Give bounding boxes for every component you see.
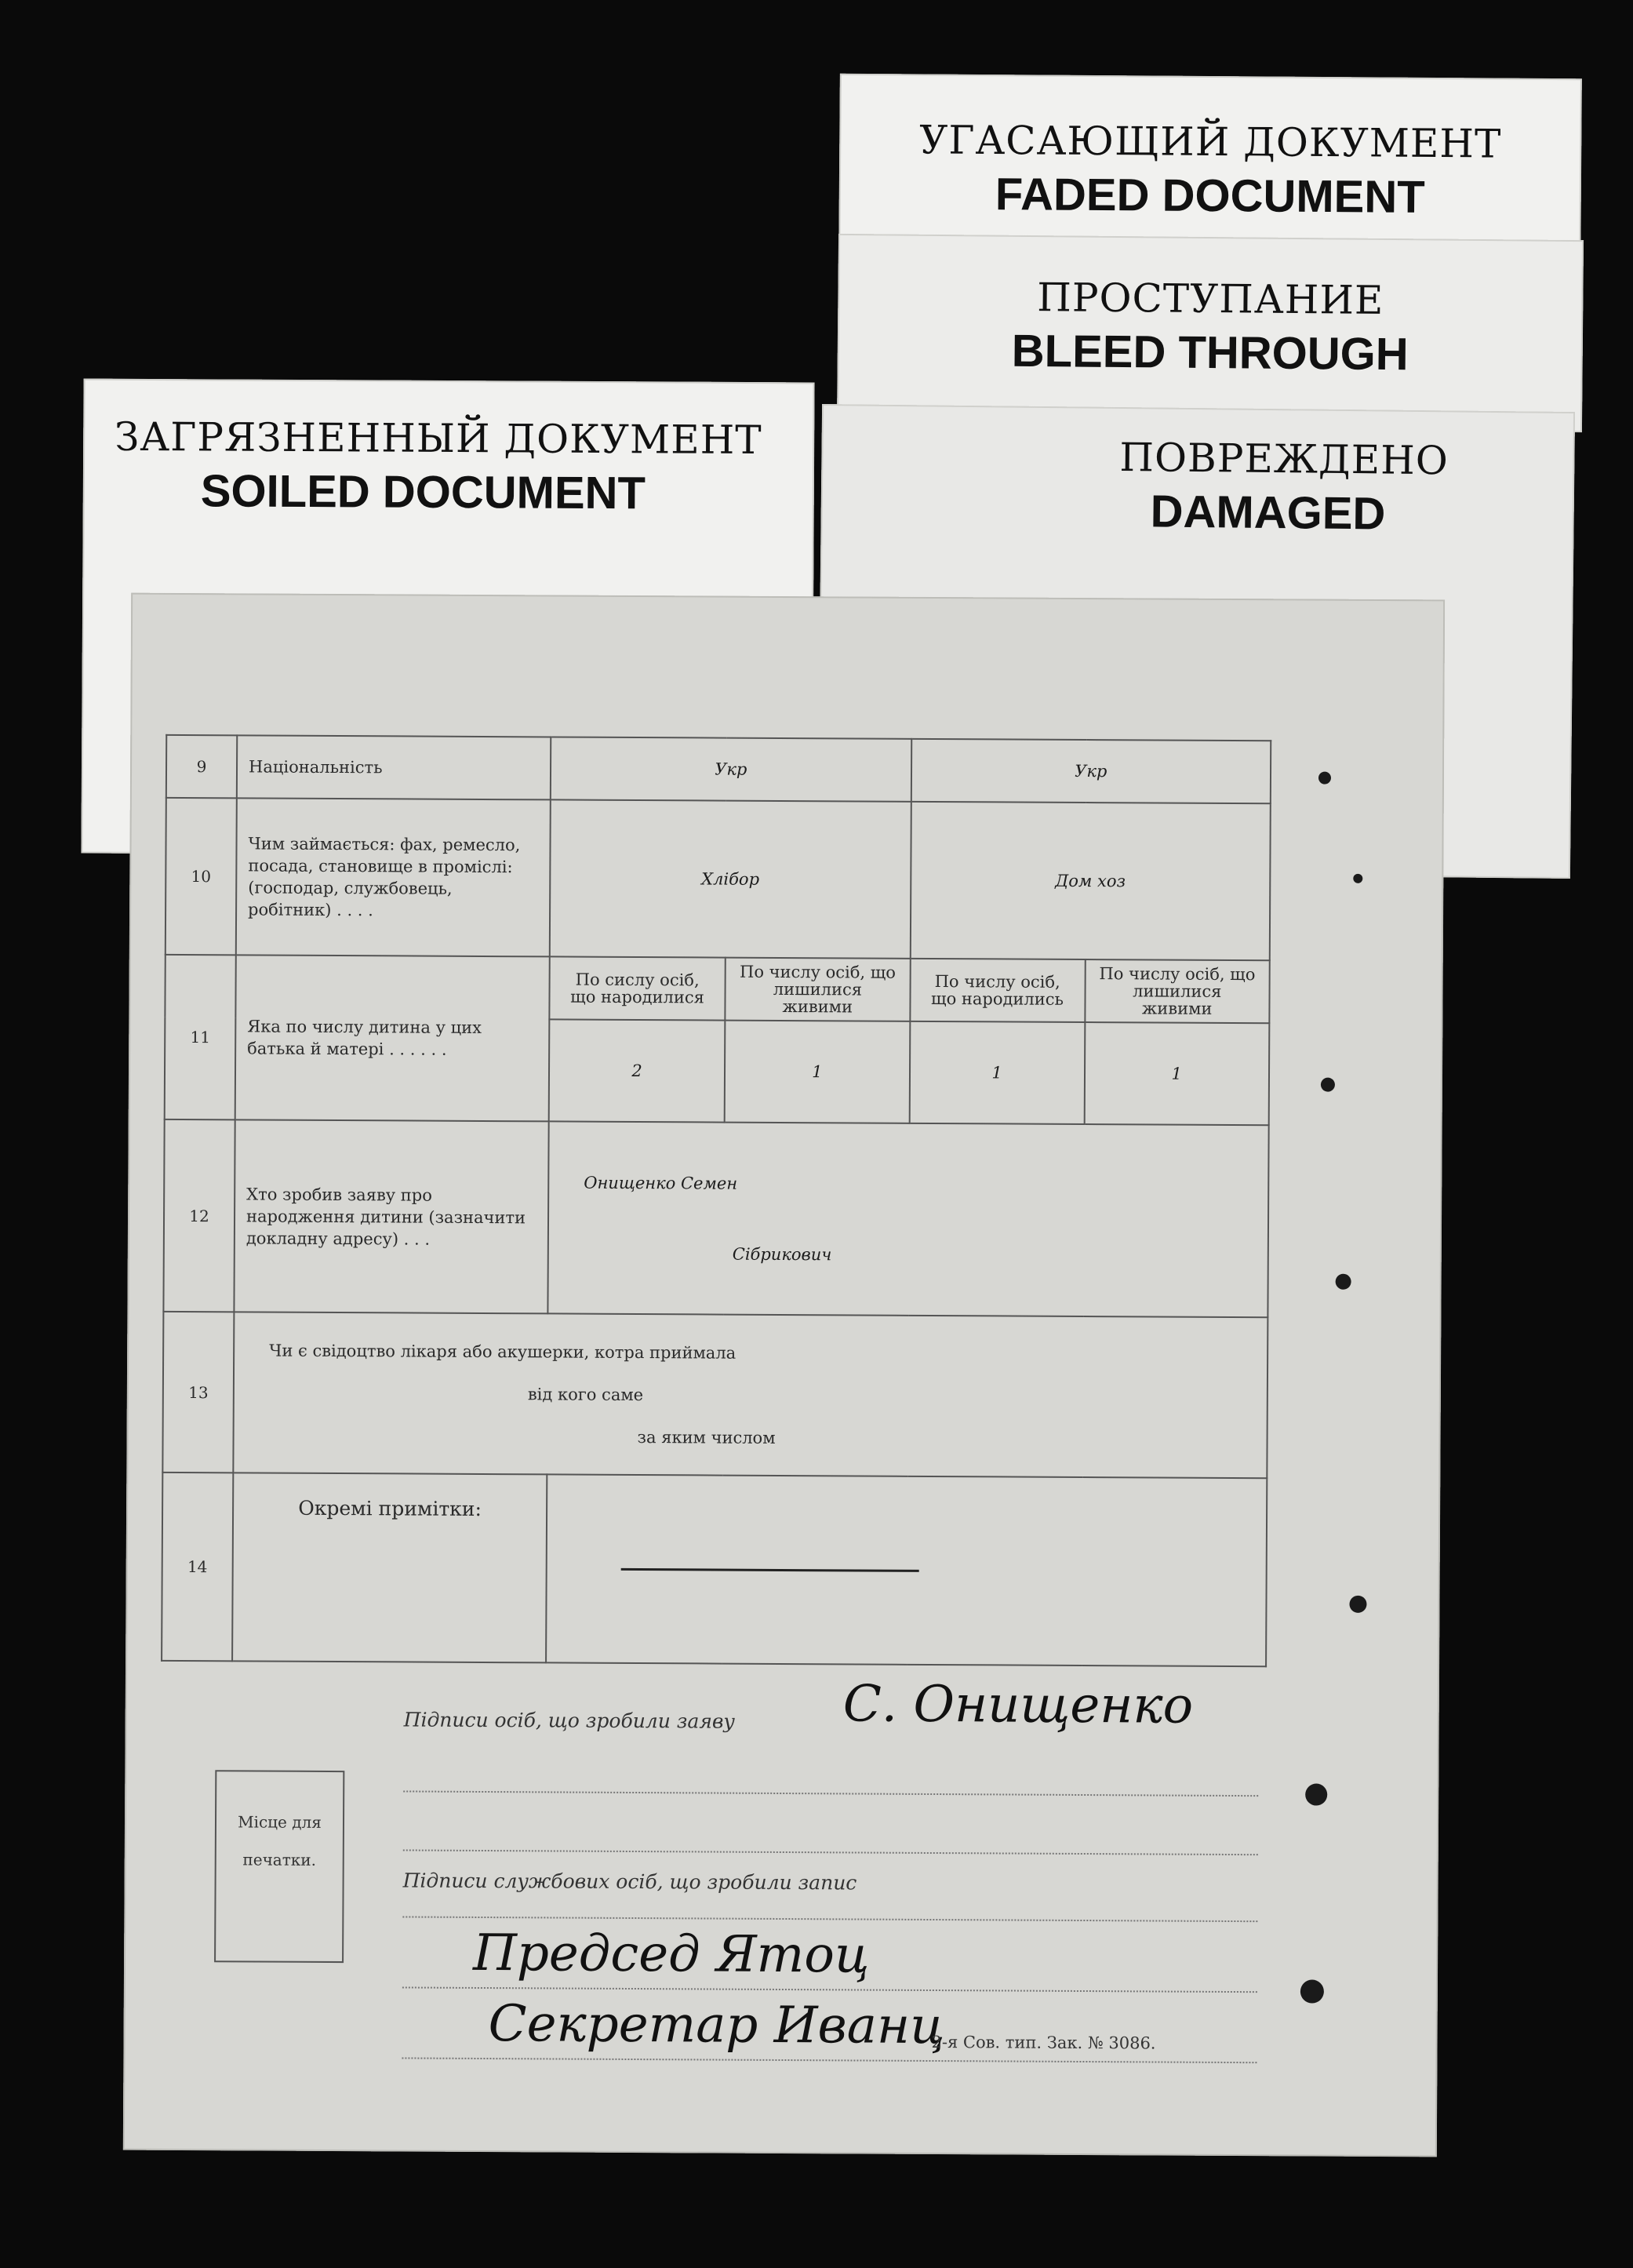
child-order-label: Яка по числу дитина у цих батька й матері . . . . . . xyxy=(235,955,550,1121)
punch-hole xyxy=(1353,874,1362,883)
mother-nationality: Укр xyxy=(911,739,1271,803)
dotted-line xyxy=(402,1986,1257,1993)
father-born-header: По сислу осіб, що народилися xyxy=(549,956,726,1020)
punch-hole xyxy=(1349,1596,1366,1613)
row-number: 9 xyxy=(166,735,237,798)
soiled-label-ru: ЗАГРЯЗНЕННЫЙ ДОКУМЕНТ xyxy=(115,413,762,464)
faded-label-ru: УГАСАЮЩИЙ ДОКУМЕНТ xyxy=(918,117,1502,167)
father-nationality: Укр xyxy=(551,737,911,801)
official-signature-2: Секретар Иванц xyxy=(488,1995,945,2056)
declarant-value xyxy=(547,1121,1268,1317)
certificate-date: за яким числом xyxy=(637,1427,776,1447)
punch-hole xyxy=(1321,1078,1335,1092)
dotted-line xyxy=(402,2057,1257,2063)
row-number: 14 xyxy=(162,1473,233,1661)
row-number: 10 xyxy=(165,798,237,955)
declarant-name: Онищенко Семен xyxy=(584,1173,738,1193)
declarant-address: Сібрикович xyxy=(732,1244,832,1264)
father-occupation: Хлібор xyxy=(550,799,911,958)
punch-hole xyxy=(1318,772,1331,785)
mother-born-count: 1 xyxy=(909,1021,1085,1124)
certificate-question: Чи є свідоцтво лікаря або акушерки, котра приймала xyxy=(269,1341,736,1363)
bleed-through-card xyxy=(837,234,1584,432)
dotted-line xyxy=(403,1849,1258,1855)
certificate-from-whom: від кого саме xyxy=(527,1384,644,1404)
punch-hole xyxy=(1305,1783,1327,1805)
dotted-line xyxy=(402,1916,1257,1922)
printer-mark: 2-я Сов. тип. Зак. № 3086. xyxy=(931,2032,1156,2053)
row-notes xyxy=(162,1473,1267,1666)
mother-occupation: Дом хоз xyxy=(910,802,1270,960)
mother-living-count: 1 xyxy=(1084,1022,1269,1125)
declarant-label: Хто зробив заяву про народження дитини (зазначити докладну адресу) . . . xyxy=(234,1119,548,1313)
row-declarant xyxy=(163,1119,1268,1317)
applicants-signature-label: Підписи осіб, що зробили заяву xyxy=(403,1708,736,1733)
row-number: 12 xyxy=(163,1119,235,1312)
father-living-header: По числу осіб, що лишилися живими xyxy=(725,958,910,1021)
mother-born-header: По числу осіб, що народились xyxy=(910,959,1085,1022)
punch-hole xyxy=(1336,1274,1351,1290)
notes-label: Окремі примітки: xyxy=(232,1473,547,1662)
occupation-label: Чим займається: фах, ремесло, посада, становище в проміслі: (господар, службовець, робітник) . . . . xyxy=(236,798,551,956)
father-born-count: 2 xyxy=(549,1019,726,1122)
father-living-count: 1 xyxy=(725,1021,910,1123)
mother-living-header: По числу осіб, що лишилися живими xyxy=(1085,959,1270,1023)
row-number: 11 xyxy=(165,955,236,1119)
damaged-label-ru: ПОВРЕЖДЕНО xyxy=(1119,434,1449,484)
record-form-sheet xyxy=(123,593,1445,2157)
dotted-line xyxy=(403,1790,1258,1797)
row-nationality xyxy=(166,735,1271,803)
official-signature-1: Председ Ятоц xyxy=(472,1924,870,1985)
punch-hole xyxy=(1300,1979,1324,2003)
stamp-place-box: Місце для печатки. xyxy=(214,1770,344,1963)
soiled-label-en: SOILED DOCUMENT xyxy=(200,465,646,519)
notes-value xyxy=(546,1474,1267,1666)
damaged-label-en: DAMAGED xyxy=(1150,486,1386,540)
row-number: 13 xyxy=(162,1312,234,1473)
row-certificate xyxy=(162,1312,1267,1478)
form-table xyxy=(161,734,1271,1667)
bleed-label-en: BLEED THROUGH xyxy=(1011,325,1409,380)
applicant-signature: С. Онищенко xyxy=(842,1675,1194,1735)
faded-label-en: FADED DOCUMENT xyxy=(995,169,1425,223)
row-child-order xyxy=(165,955,1269,1023)
officials-signature-label: Підписи службових осіб, що зробили запис xyxy=(402,1869,857,1895)
notes-dash xyxy=(621,1567,919,1571)
certificate-cell xyxy=(233,1312,1267,1478)
nationality-label: Національність xyxy=(237,735,551,799)
row-occupation xyxy=(165,798,1271,960)
bleed-label-ru: ПРОСТУПАНИЕ xyxy=(1037,275,1384,323)
